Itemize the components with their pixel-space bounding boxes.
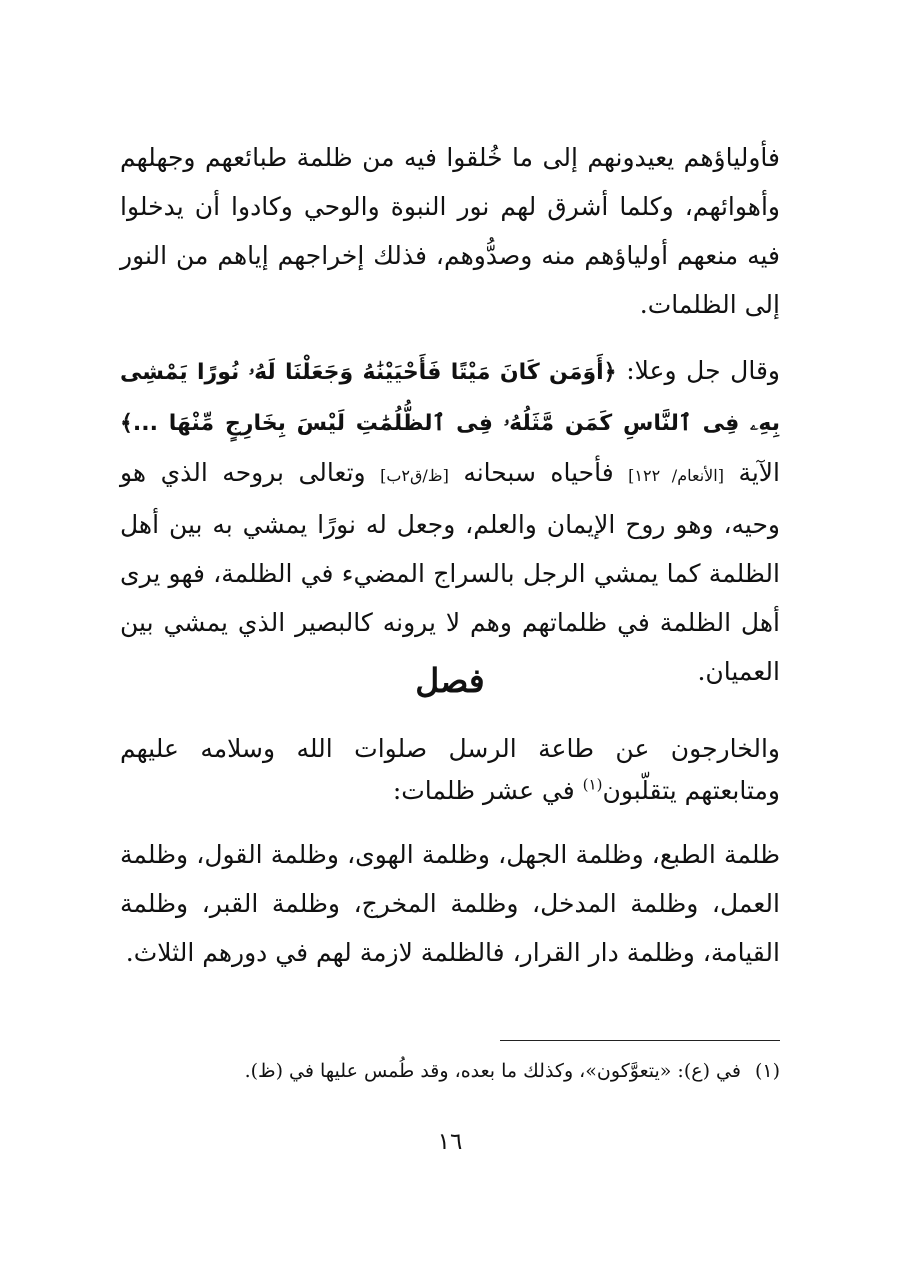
verse-suffix: الآية bbox=[723, 458, 781, 487]
quran-verse: ﴿أَوَمَن كَانَ مَيْتًا فَأَحْيَيْنَٰهُ وَجَعَلْنَا لَهُۥ نُورًا يَمْشِى بِهِۦ فِى ٱلنَّاسِ كَمَن مَّثَلُهُۥ فِى ٱلظُّلُمَٰتِ لَيْسَ بِخَارِجٍ مِّنْهَا ...﴾ bbox=[120, 360, 780, 436]
footnote bbox=[120, 1054, 780, 1088]
paragraph-3-text: والخارجون عن طاعة الرسل صلوات الله وسلامه عليهم ومتابعتهم يتقلّبون bbox=[120, 734, 780, 805]
paragraph-2 bbox=[120, 346, 824, 696]
footnote-marker: (١) bbox=[754, 1060, 780, 1082]
manuscript-marker: [ظ/ق٢ب] bbox=[380, 466, 449, 485]
paragraph-1 bbox=[120, 133, 824, 329]
paragraph-1-text: فأولياؤهم يعيدونهم إلى ما خُلقوا فيه من ظلمة طبائعهم وجهلهم وأهوائهم، وكلما أشرق لهم نور النبوة والوحي وكادوا أن يدخلوا فيه منعهم أولياؤهم منه وصدُّوهم، فذلك إخراجهم إياهم من النور إلى الظلمات. bbox=[120, 143, 780, 319]
footnote-text: في (ع): «يتعوَّكون»، وكذلك ما بعده، وقد طُمس عليها في (ظ). bbox=[244, 1060, 741, 1082]
page-number: ١٦ bbox=[437, 1129, 463, 1155]
verse-intro: وقال جل وعلا: bbox=[616, 356, 780, 385]
footnote-reference: (١) bbox=[582, 775, 603, 794]
section-heading: فصل bbox=[415, 661, 485, 700]
paragraph-2-body: وتعالى بروحه الذي هو وحيه، وهو روح الإيمان والعلم، وجعل له نورًا يمشي به بين أهل الظلمة كما يمشي الرجل بالسراج المضيء في الظلمة، فهو يرى أهل الظلمة في ظلماتهم وهم لا يرونه كالبصير الذي يمشي بين العميان. bbox=[120, 458, 780, 686]
verse-reference: [الأنعام/ ١٢٢] bbox=[628, 466, 724, 485]
paragraph-3 bbox=[120, 728, 824, 812]
paragraph-4-text: ظلمة الطبع، وظلمة الجهل، وظلمة الهوى، وظلمة القول، وظلمة العمل، وظلمة المدخل، وظلمة المخرج، وظلمة القبر، وظلمة القيامة، وظلمة دار القرار، فالظلمة لازمة لهم في دورهم الثلاث. bbox=[120, 840, 780, 967]
footnote-divider bbox=[500, 1040, 780, 1041]
paragraph-3-text-end: في عشر ظلمات: bbox=[392, 776, 583, 805]
paragraph-4 bbox=[120, 830, 824, 977]
paragraph-2-body-start: فأحياه سبحانه bbox=[448, 458, 629, 487]
